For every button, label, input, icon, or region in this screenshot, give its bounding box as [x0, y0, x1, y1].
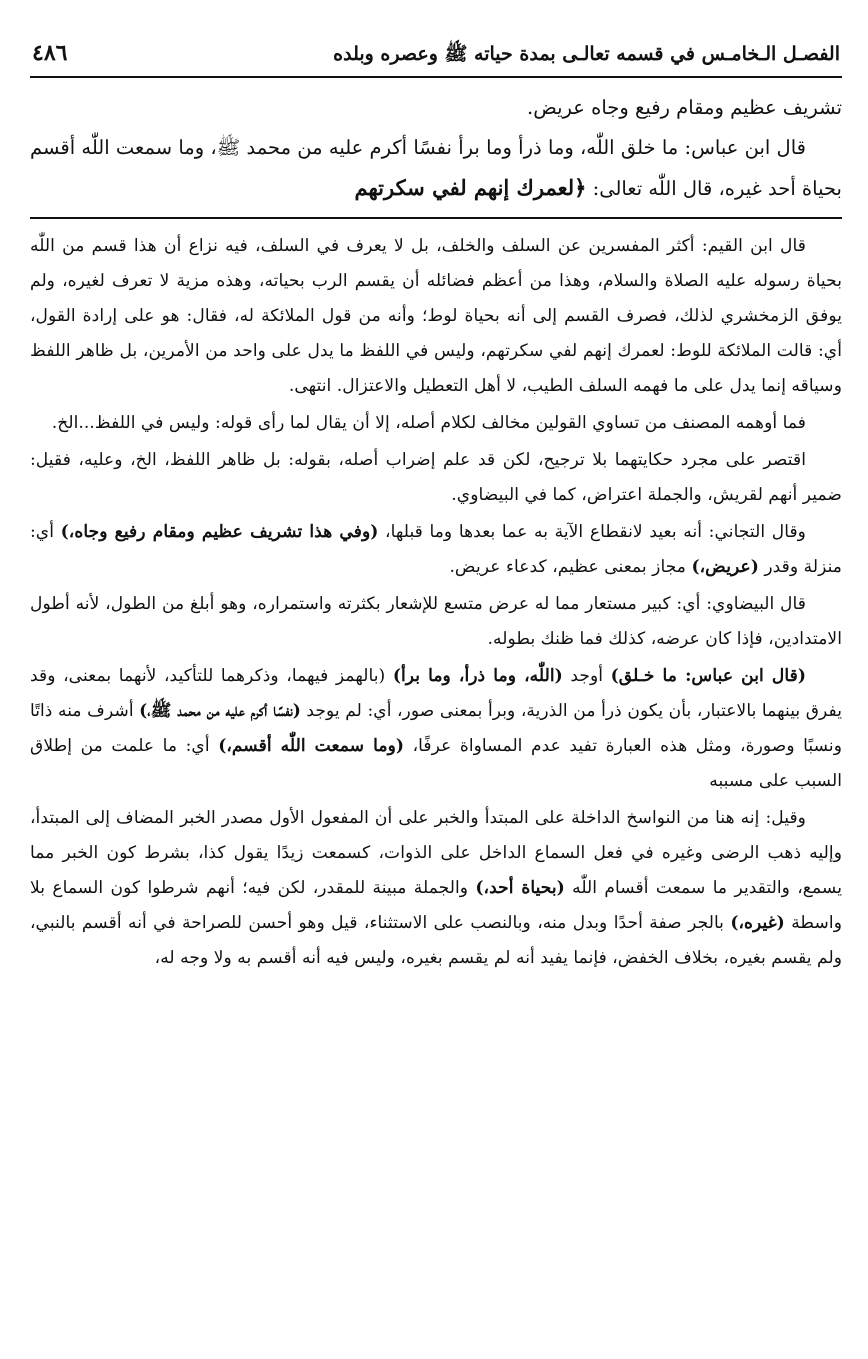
c6-quote-a: (قال ابن عباس: ما خـلق) [610, 666, 806, 686]
c7-text-a: وقيل: إنه هنا من النواسخ الداخلة على المبتدأ والخبر على أن المفعول الأول مصدر الخبر المضاف إلى المبتدأ، وإليه ذهب الرضى وغيره في فعل السماع الداخل على الذوات، كسمعت زيدًا يقول كذا، بشرط كون الخبر مما يسمع، والتقدير ما سمعت أقسام اللّٰه [30, 808, 843, 898]
page-header [30, 40, 842, 78]
commentary-paragraph-6 [30, 659, 842, 799]
main-paragraph-1: تشريف عظيم ومقام رفيع وجاه عريض. [527, 96, 842, 119]
main-paragraph-2 [30, 128, 842, 209]
c4-text-a: وقال التجاني: أنه بعيد لانقطاع الآية به عما بعدها وما قبلها، [385, 522, 806, 542]
main-text [30, 88, 842, 209]
commentary-paragraph-2: فما أوهمه المصنف من تساوي القولين مخالف لكلام أصله، إلا أن يقال لما رأى قوله: وليس في اللفظ...الخ. [51, 413, 806, 433]
commentary-paragraph-7 [30, 801, 842, 976]
c4-text-c: أي: منزلة وقدر [30, 522, 842, 577]
quran-verse: ﴿لعمرك إنهم لفي سكرتهم [354, 175, 587, 200]
c7-quote-d: (غيره،) [730, 913, 785, 933]
page-number: ٤٨٦ [32, 40, 68, 66]
c6-quote-g: (وما سمعت اللّٰه أقسم،) [218, 736, 405, 756]
main-paragraph-2-text: قال ابن عباس: ما خلق اللّٰه، وما ذرأ وما برأ نفسًا أكرم عليه من محمد ﷺ، وما سمعت اللّٰه أقسم بحياة أحد غيره، قال اللّٰه تعالى: [30, 136, 842, 200]
c7-quote-b: (بحياة أحد،) [475, 878, 565, 898]
c6-text-d: (بالهمز فيهما، وذكرهما للتأكيد، لأنهما بمعنى، وقد يفرق بينهما بالاعتبار، بأن يكون ذرأ من الذرية، وبرأ بمعنى صور، أي: لم يوجد [30, 666, 843, 721]
c6-text-h: أي: ما علمت من إطلاق السبب على مسببه [30, 736, 842, 791]
commentary-paragraph-5: قال البيضاوي: أي: كبير مستعار مما له عرض متسع للإشعار بكثرته واستمراره، وهو أبلغ من الطول، لأنه أطول الامتدادين، فإذا كان عرضه، كذلك فما ظنك بطوله. [30, 594, 842, 649]
c4-text-e: مجاز بمعنى عظيم، كدعاء عريض. [449, 557, 687, 577]
c6-quote-c: (اللّٰه، وما ذرأ، وما برأ) [392, 666, 563, 686]
c4-quote-b: (وفي هذا تشريف عظيم ومقام رفيع وجاه،) [60, 522, 379, 542]
commentary-paragraph-1: قال ابن القيم: أكثر المفسرين عن السلف والخلف، بل لا يعرف في السلف، فيه نزاع أن هذا قسم من اللّٰه بحياة رسوله عليه الصلاة والسلام، وهذا من أعظم فضائله أن يقسم الرب بحياته، وهذه مزية لا تعرف لغيره، ولم يوفق الزمخشري لذلك، فصرف القسم إلى أنه بحياة لوط؛ وأنه من قول الملائكة له، فقال: هو على إرادة القول، أي: قالت الملائكة للوط: لعمرك إنهم لفي سكرتهم، وليس في اللفظ ما يدل على واحد من الأمرين، بل ظاهر اللفظ وسياقه إنما يدل على ما فهمه السلف الطيب، لا أهل التعطيل والاعتزال. انتهى. [30, 236, 842, 396]
commentary-paragraph-3: اقتصر على مجرد حكايتهما بلا ترجيح، لكن قد علم إضراب أصله، بقوله: بل ظاهر اللفظ، الخ، وعليه، فقيل: ضمير أنهم لقريش، والجملة اعتراض، كما في البيضاوي. [30, 450, 842, 505]
footnote-divider [30, 217, 842, 219]
c6-text-f: أشرف منه ذاتًا ونسبًا وصورة، ومثل هذه العبارة تفيد عدم المساواة عرفًا، [30, 701, 843, 756]
c4-quote-d: (عريض،) [691, 557, 759, 577]
c6-text-b: أوجد [570, 666, 604, 686]
chapter-title: الفصـل الـخامـس في قسمه تعالـى بمدة حياته ﷺ وعصره وبلده [333, 43, 840, 65]
document-page [30, 40, 842, 978]
c6-quote-e: (نفسًا أكرم عليه من محمد ﷺ،) [139, 701, 301, 721]
c7-text-c: والجملة مبينة للمقدر، لكن فيه؛ أنهم شرطوا كون السماع بلا واسطة [30, 878, 842, 933]
commentary-paragraph-4 [30, 515, 842, 585]
commentary-section [30, 229, 842, 976]
c7-text-e: بالجر صفة أحدًا وبدل منه، وبالنصب على الاستثناء، قيل وهو أحسن للصراحة في أنه أقسم بالنبي، ولم يقسم بغيره، بخلاف الخفض، فإنما يفيد أنه لم يقسم بغيره، وليس فيه أنه أقسم به ولا وجه له، [30, 913, 842, 968]
